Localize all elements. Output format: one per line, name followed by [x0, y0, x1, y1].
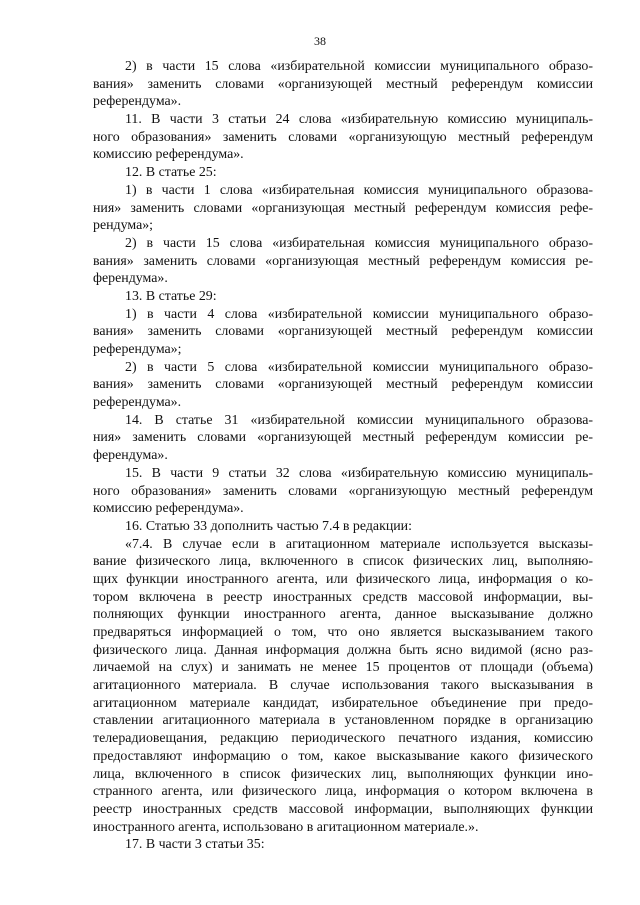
text-line: 12. В статье 25: [125, 165, 217, 181]
text-line: ного образования» заменить словами «организующую местный референдум [93, 129, 593, 145]
text-line: реестр иностранных средств массовой информации, выполняющих функции [93, 801, 593, 817]
text-line: 2) в части 15 слова «избирательная комиссия муниципального образо- [125, 235, 593, 251]
text-line: комиссию референдума». [93, 501, 244, 517]
text-line: референдума». [93, 395, 182, 411]
text-line: 2) в части 5 слова «избирательной комиссии муниципального образо- [125, 359, 593, 375]
text-line: полняющих функции иностранного агента, данное высказывание должно [93, 607, 593, 623]
text-line: ния» заменить словами «организующей местный референдум комиссии ре- [93, 430, 593, 446]
text-line: ставлении агитационного материала в установленном порядке в организацию [93, 713, 593, 729]
text-line: предваряться информацией о том, что оно является высказыванием такого [93, 625, 593, 640]
text-line: 13. В статье 29: [125, 288, 217, 304]
text-line: 11. В части 3 статьи 24 слова «избирательную комиссию муниципаль- [125, 112, 593, 128]
text-line: 14. В статье 31 «избирательной комиссии муниципального образова- [125, 412, 593, 428]
page-number: 38 [314, 34, 326, 48]
text-line: «7.4. В случае если в агитационном материале используется высказы- [125, 536, 593, 552]
text-line: рендума»; [93, 218, 154, 234]
document-body [93, 58, 593, 854]
text-line: вания» заменить словами «организующей местный референдум комиссии [93, 324, 593, 340]
text-line: 1) в части 1 слова «избирательная комиссия муниципального образова- [125, 182, 593, 198]
text-line: вания» заменить словами «организующая местный референдум комиссия ре- [93, 253, 593, 269]
text-line: тором включена в реестр иностранных средств массовой информации, вы- [93, 589, 593, 605]
text-line: предоставляют информацию о том, какое высказывание какого физического [93, 748, 593, 764]
text-line: вания» заменить словами «организующей местный референдум комиссии [93, 76, 593, 92]
text-line: щих функции иностранного агента, или физического лица, информация о ко- [93, 571, 593, 587]
text-line: ферендума». [93, 271, 168, 287]
text-line: телерадиовещания, редакцию периодического печатного издания, комиссию [93, 731, 593, 747]
text-line: ного образования» заменить словами «организующую местный референдум [93, 483, 593, 499]
text-line: 15. В части 9 статьи 32 слова «избирательную комиссию муниципаль- [125, 465, 593, 481]
text-line: ния» заменить словами «организующая местный референдум комиссия рефе- [93, 200, 593, 216]
text-line: референдума»; [93, 342, 182, 357]
text-line: референдума». [93, 94, 182, 110]
text-line: вания» заменить словами «организующей местный референдум комиссии [93, 377, 593, 393]
text-line: физического лица. Данная информация должна быть ясно видимой (ясно раз- [93, 642, 593, 658]
text-line: комиссию референдума». [93, 147, 244, 163]
text-line: ферендума». [93, 448, 168, 464]
text-line: иностранного агента, использовано в агитационном материале.». [93, 819, 479, 835]
text-line: 17. В части 3 статьи 35: [125, 837, 265, 853]
text-line: 2) в части 15 слова «избирательной комиссии муниципального образо- [125, 59, 593, 74]
text-line: странного агента, или физического лица, информация о котором включена в [93, 784, 593, 800]
text-line: агитационном материале кандидат, избирательное объединение при предо- [93, 695, 593, 711]
text-line: вание физического лица, включенного в список физических лиц, выполняю- [93, 554, 593, 570]
text-line: личаемой на слух) и занимать не менее 15 процентов от площади (объема) [93, 660, 593, 676]
text-line: 1) в части 4 слова «избирательной комиссии муниципального образо- [125, 306, 593, 322]
text-line: лица, включенного в список физических лиц, выполняющих функции ино- [93, 766, 593, 782]
text-line: агитационного материала. В случае использования такого высказывания в [93, 678, 593, 694]
text-line: 16. Статью 33 дополнить частью 7.4 в редакции: [125, 518, 412, 534]
